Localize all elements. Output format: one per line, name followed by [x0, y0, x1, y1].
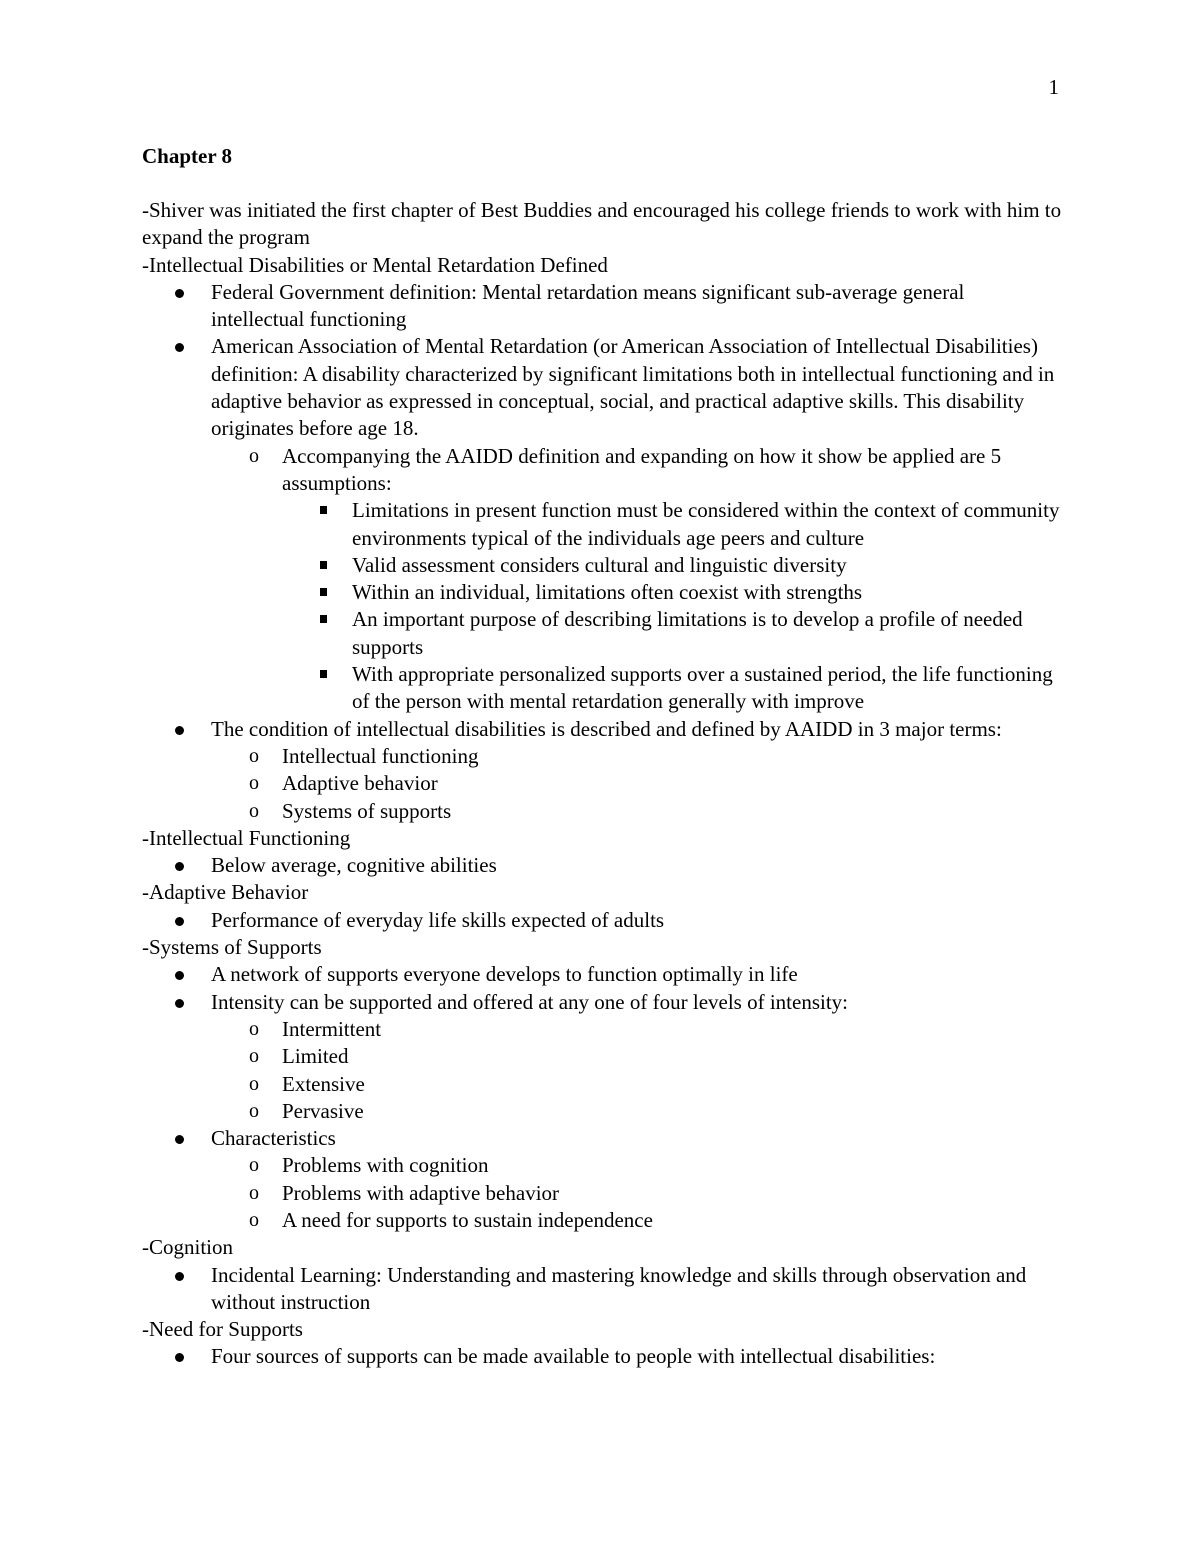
page-number: 1 — [1048, 75, 1059, 99]
list-item-text: With appropriate personalized supports over a sustained period, the life functioning of the person with mental retardation generally with improve — [352, 662, 1053, 714]
section-heading: -Need for Supports — [142, 1317, 303, 1342]
list-item — [142, 1343, 1062, 1370]
list-item — [142, 743, 1062, 770]
list-item-text: An important purpose of describing limitations is to develop a profile of needed supports — [352, 607, 1023, 659]
bullet-circle-icon: o — [249, 1072, 259, 1095]
list-item-text: Four sources of supports can be made available to people with intellectual disabilities: — [211, 1344, 936, 1369]
bullet-circle-icon: o — [249, 1154, 259, 1177]
list-item — [142, 852, 1062, 879]
bullet-circle-icon: o — [249, 799, 259, 822]
bullet-dot-icon — [175, 971, 184, 980]
list-item — [142, 552, 1062, 579]
list-item — [142, 443, 1062, 498]
list-item-text: Within an individual, limitations often coexist with strengths — [352, 580, 863, 605]
bullet-list — [142, 1262, 1062, 1317]
intro-paragraph: -Shiver was initiated the first chapter of Best Buddies and encouraged his college friends to work with him to expand the program — [142, 198, 1062, 250]
bullet-list — [142, 961, 1062, 1234]
bullet-dot-icon — [175, 1135, 184, 1144]
list-item-text: Extensive — [282, 1071, 365, 1096]
document-body — [142, 142, 1062, 1371]
list-item — [142, 1262, 1062, 1317]
bullet-circle-icon: o — [249, 744, 259, 767]
bullet-list — [142, 852, 1062, 879]
section-heading: -Intellectual Functioning — [142, 825, 351, 850]
bullet-dot-icon — [175, 289, 184, 298]
bullet-square-icon — [320, 506, 327, 514]
list-item — [142, 661, 1062, 716]
bullet-list — [142, 907, 1062, 934]
bullet-dot-icon — [175, 1272, 184, 1281]
list-item-text: Accompanying the AAIDD definition and expanding on how it show be applied are 5 assumptions: — [282, 443, 1002, 495]
list-item — [142, 1180, 1062, 1207]
section-heading: -Adaptive Behavior — [142, 880, 309, 905]
list-item — [142, 279, 1062, 334]
bullet-square-icon — [320, 670, 327, 678]
list-item-text: A network of supports everyone develops to function optimally in life — [211, 962, 798, 987]
list-item-text: Adaptive behavior — [282, 771, 438, 796]
bullet-circle-icon: o — [249, 1208, 259, 1231]
bullet-dot-icon — [175, 862, 184, 871]
list-item-text: Performance of everyday life skills expected of adults — [211, 907, 665, 932]
list-item-text: Problems with adaptive behavior — [282, 1180, 560, 1205]
list-item-text: Incidental Learning: Understanding and mastering knowledge and skills through observation and without instruction — [211, 1262, 1027, 1314]
bullet-circle-icon: o — [249, 772, 259, 795]
list-item-text: Below average, cognitive abilities — [211, 853, 497, 878]
bullet-circle-icon: o — [249, 444, 259, 467]
list-item-text: American Association of Mental Retardation (or American Association of Intellectual Disabilities) definition: A disability characterized by significant limitations both in intellectual functioning and in adaptive behavior as expressed in conceptual, social, and practical adaptive skills. This disability originates before age 18. — [211, 334, 1055, 441]
list-item-text: Characteristics — [211, 1126, 336, 1151]
list-item-text: Intensity can be supported and offered at any one of four levels of intensity: — [211, 989, 849, 1014]
list-item-text: Federal Government definition: Mental retardation means significant sub-average general intellectual functioning — [211, 279, 965, 332]
list-item-text: A need for supports to sustain independence — [282, 1207, 653, 1232]
list-item — [142, 1043, 1062, 1070]
list-item — [142, 333, 1062, 442]
list-item — [142, 1125, 1062, 1152]
bullet-square-icon — [320, 588, 327, 596]
list-item — [142, 606, 1062, 661]
bullet-dot-icon — [175, 1353, 184, 1362]
bullet-circle-icon: o — [249, 1017, 259, 1040]
list-item — [142, 1071, 1062, 1098]
bullet-list — [142, 279, 1062, 825]
section-heading: -Intellectual Disabilities or Mental Retardation Defined — [142, 252, 608, 277]
list-item — [142, 1152, 1062, 1179]
list-item-text: Intermittent — [282, 1016, 382, 1041]
list-item-text: Limited — [282, 1044, 349, 1069]
list-item — [142, 1016, 1062, 1043]
list-item-text: Limitations in present function must be considered within the context of community environments typical of the individuals age peers and culture — [352, 498, 1060, 550]
bullet-circle-icon: o — [249, 1181, 259, 1204]
list-item — [142, 907, 1062, 934]
bullet-square-icon — [320, 561, 327, 569]
bullet-dot-icon — [175, 917, 184, 926]
list-item-text: Systems of supports — [282, 798, 452, 823]
section-heading: -Cognition — [142, 1235, 234, 1260]
section-heading: -Systems of Supports — [142, 935, 322, 960]
list-item-text: The condition of intellectual disabilities is described and defined by AAIDD in 3 major terms: — [211, 716, 1002, 741]
bullet-circle-icon: o — [249, 1099, 259, 1122]
bullet-list — [142, 1343, 1062, 1370]
bullet-dot-icon — [175, 726, 184, 735]
list-item — [142, 1207, 1062, 1234]
bullet-dot-icon — [175, 999, 184, 1008]
list-item — [142, 961, 1062, 988]
list-item-text: Valid assessment considers cultural and linguistic diversity — [352, 552, 847, 577]
bullet-square-icon — [320, 615, 327, 623]
bullet-dot-icon — [175, 343, 184, 352]
list-item-text: Problems with cognition — [282, 1153, 489, 1178]
list-item-text: Pervasive — [282, 1098, 364, 1123]
list-item — [142, 716, 1062, 743]
chapter-title: Chapter 8 — [142, 144, 233, 168]
list-item — [142, 798, 1062, 825]
list-item — [142, 497, 1062, 552]
list-item — [142, 1098, 1062, 1125]
list-item — [142, 770, 1062, 797]
list-item — [142, 579, 1062, 606]
list-item — [142, 989, 1062, 1016]
bullet-circle-icon: o — [249, 1045, 259, 1068]
list-item-text: Intellectual functioning — [282, 743, 479, 768]
